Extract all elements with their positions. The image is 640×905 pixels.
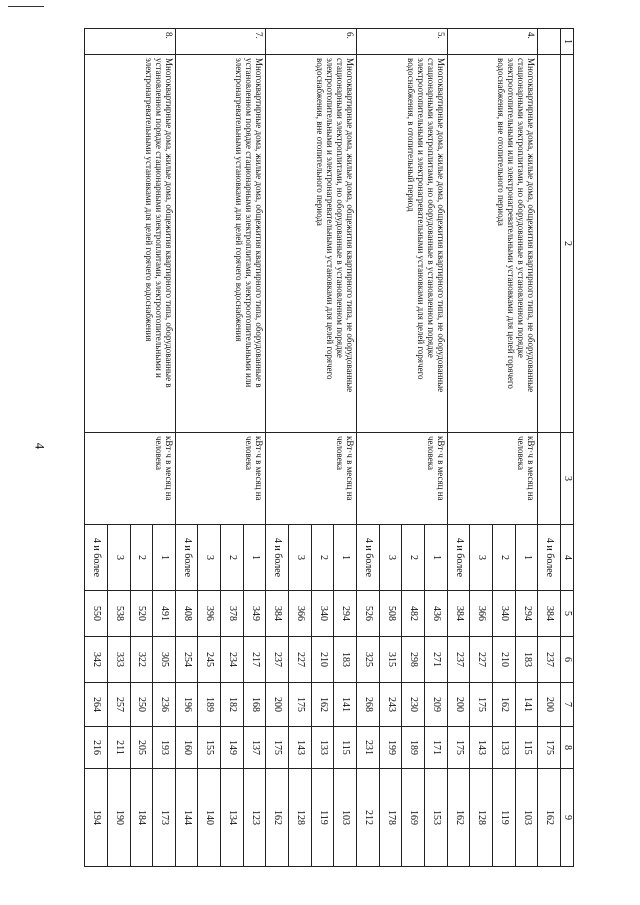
value-cell: 190 bbox=[107, 769, 130, 867]
value-cell: 236 bbox=[153, 683, 176, 727]
value-cell: 305 bbox=[153, 637, 176, 683]
index-cell bbox=[538, 29, 561, 55]
value-cell: 140 bbox=[198, 769, 221, 867]
persons-cell: 1 bbox=[334, 525, 357, 591]
header-cell: 2 bbox=[561, 55, 574, 433]
value-cell: 396 bbox=[198, 591, 221, 637]
table-row bbox=[334, 29, 357, 867]
rotated-table-frame bbox=[84, 28, 574, 866]
value-cell: 210 bbox=[311, 637, 334, 683]
table-row bbox=[515, 29, 538, 867]
header-row bbox=[561, 29, 574, 867]
persons-cell: 3 bbox=[289, 525, 312, 591]
value-cell: 237 bbox=[266, 637, 289, 683]
description-cell: Многоквартирные дома, жилые дома, общежития квартирного типа, не оборудованные стационарными электроплитами, но оборудованные в установленном порядке электроотопительными или электронагревательными установками для целей горячего водоснабжения, вне отопительного периода bbox=[447, 55, 538, 433]
value-cell: 237 bbox=[447, 637, 470, 683]
value-cell: 128 bbox=[289, 769, 312, 867]
value-cell: 175 bbox=[538, 727, 561, 769]
value-cell: 294 bbox=[334, 591, 357, 637]
value-cell: 162 bbox=[447, 769, 470, 867]
value-cell: 194 bbox=[85, 769, 108, 867]
value-cell: 115 bbox=[515, 727, 538, 769]
value-cell: 231 bbox=[357, 727, 380, 769]
persons-cell: 2 bbox=[221, 525, 244, 591]
persons-cell: 3 bbox=[198, 525, 221, 591]
unit-cell: кВт·ч в месяц на человека bbox=[447, 433, 538, 525]
value-cell: 189 bbox=[198, 683, 221, 727]
description-cell: Многоквартирные дома, жилые дома, общежития квартирного типа, оборудованные в установленном порядке стационарными электроплитами, электроотопительными и электронагревательными установками для целей горячего водоснабжения bbox=[85, 55, 176, 433]
value-cell: 103 bbox=[515, 769, 538, 867]
value-cell: 171 bbox=[425, 727, 448, 769]
value-cell: 200 bbox=[538, 683, 561, 727]
header-cell: 7 bbox=[561, 683, 574, 727]
header-cell: 8 bbox=[561, 727, 574, 769]
persons-cell: 4 и более bbox=[266, 525, 289, 591]
value-cell: 123 bbox=[243, 769, 266, 867]
unit-cell: кВт·ч в месяц на человека bbox=[175, 433, 266, 525]
value-cell: 133 bbox=[311, 727, 334, 769]
persons-cell: 4 и более bbox=[357, 525, 380, 591]
value-cell: 189 bbox=[402, 727, 425, 769]
value-cell: 366 bbox=[470, 591, 493, 637]
description-cell: Многоквартирные дома, жилые дома, общежития квартирного типа, не оборудованные стационарными электроплитами, но оборудованные в установленном порядке электроотопительными и электронагревательными установками для целей горячего водоснабжения, вне отопительного периода bbox=[266, 55, 357, 433]
value-cell: 294 bbox=[515, 591, 538, 637]
value-cell: 162 bbox=[493, 683, 516, 727]
value-cell: 264 bbox=[85, 683, 108, 727]
value-cell: 183 bbox=[334, 637, 357, 683]
value-cell: 384 bbox=[538, 591, 561, 637]
value-cell: 193 bbox=[153, 727, 176, 769]
value-cell: 243 bbox=[379, 683, 402, 727]
header-cell: 3 bbox=[561, 433, 574, 525]
value-cell: 175 bbox=[266, 727, 289, 769]
table-row bbox=[425, 29, 448, 867]
index-cell: 7. bbox=[175, 29, 266, 55]
value-cell: 119 bbox=[311, 769, 334, 867]
value-cell: 250 bbox=[130, 683, 153, 727]
value-cell: 268 bbox=[357, 683, 380, 727]
value-cell: 322 bbox=[130, 637, 153, 683]
header-cell: 5 bbox=[561, 591, 574, 637]
unit-cell: кВт·ч в месяц на человека bbox=[357, 433, 448, 525]
value-cell: 211 bbox=[107, 727, 130, 769]
value-cell: 325 bbox=[357, 637, 380, 683]
value-cell: 538 bbox=[107, 591, 130, 637]
value-cell: 200 bbox=[266, 683, 289, 727]
persons-cell: 4 и более bbox=[447, 525, 470, 591]
value-cell: 144 bbox=[175, 769, 198, 867]
value-cell: 119 bbox=[493, 769, 516, 867]
value-cell: 182 bbox=[221, 683, 244, 727]
value-cell: 175 bbox=[470, 683, 493, 727]
value-cell: 143 bbox=[470, 727, 493, 769]
value-cell: 237 bbox=[538, 637, 561, 683]
value-cell: 175 bbox=[447, 727, 470, 769]
persons-cell: 4 и более bbox=[175, 525, 198, 591]
value-cell: 408 bbox=[175, 591, 198, 637]
value-cell: 103 bbox=[334, 769, 357, 867]
value-cell: 257 bbox=[107, 683, 130, 727]
value-cell: 315 bbox=[379, 637, 402, 683]
value-cell: 378 bbox=[221, 591, 244, 637]
table-row bbox=[153, 29, 176, 867]
index-cell: 4. bbox=[447, 29, 538, 55]
value-cell: 128 bbox=[470, 769, 493, 867]
value-cell: 173 bbox=[153, 769, 176, 867]
value-cell: 137 bbox=[243, 727, 266, 769]
unit-cell: кВт·ч в месяц на человека bbox=[85, 433, 176, 525]
value-cell: 349 bbox=[243, 591, 266, 637]
value-cell: 217 bbox=[243, 637, 266, 683]
value-cell: 155 bbox=[198, 727, 221, 769]
unit-cell bbox=[538, 433, 561, 525]
value-cell: 333 bbox=[107, 637, 130, 683]
value-cell: 178 bbox=[379, 769, 402, 867]
value-cell: 526 bbox=[357, 591, 380, 637]
persons-cell: 2 bbox=[402, 525, 425, 591]
value-cell: 115 bbox=[334, 727, 357, 769]
persons-cell: 2 bbox=[311, 525, 334, 591]
page-number: 4 bbox=[32, 442, 48, 450]
table-row bbox=[243, 29, 266, 867]
value-cell: 508 bbox=[379, 591, 402, 637]
value-cell: 342 bbox=[85, 637, 108, 683]
index-cell: 5. bbox=[357, 29, 448, 55]
continuation-row bbox=[538, 29, 561, 867]
persons-cell: 3 bbox=[379, 525, 402, 591]
header-cell: 9 bbox=[561, 769, 574, 867]
value-cell: 436 bbox=[425, 591, 448, 637]
persons-cell: 1 bbox=[153, 525, 176, 591]
value-cell: 482 bbox=[402, 591, 425, 637]
value-cell: 384 bbox=[266, 591, 289, 637]
persons-cell: 1 bbox=[243, 525, 266, 591]
value-cell: 210 bbox=[493, 637, 516, 683]
value-cell: 184 bbox=[130, 769, 153, 867]
description-cell bbox=[538, 55, 561, 433]
value-cell: 133 bbox=[493, 727, 516, 769]
value-cell: 141 bbox=[515, 683, 538, 727]
value-cell: 340 bbox=[311, 591, 334, 637]
value-cell: 216 bbox=[85, 727, 108, 769]
persons-cell: 4 и более bbox=[85, 525, 108, 591]
value-cell: 162 bbox=[311, 683, 334, 727]
persons-cell: 2 bbox=[130, 525, 153, 591]
persons-cell: 2 bbox=[493, 525, 516, 591]
value-cell: 153 bbox=[425, 769, 448, 867]
value-cell: 271 bbox=[425, 637, 448, 683]
value-cell: 520 bbox=[130, 591, 153, 637]
value-cell: 196 bbox=[175, 683, 198, 727]
value-cell: 143 bbox=[289, 727, 312, 769]
persons-cell: 3 bbox=[470, 525, 493, 591]
description-cell: Многоквартирные дома, жилые дома, общежития квартирного типа, не оборудованные стационарными электроплитами, но оборудованные в установленном порядке электроотопительными и электронагревательными установками для целей горячего водоснабжения, в отопительный период bbox=[357, 55, 448, 433]
value-cell: 234 bbox=[221, 637, 244, 683]
value-cell: 169 bbox=[402, 769, 425, 867]
value-cell: 149 bbox=[221, 727, 244, 769]
value-cell: 227 bbox=[289, 637, 312, 683]
persons-cell: 1 bbox=[425, 525, 448, 591]
unit-cell: кВт·ч в месяц на человека bbox=[266, 433, 357, 525]
value-cell: 199 bbox=[379, 727, 402, 769]
value-cell: 230 bbox=[402, 683, 425, 727]
persons-cell: 3 bbox=[107, 525, 130, 591]
value-cell: 134 bbox=[221, 769, 244, 867]
value-cell: 162 bbox=[538, 769, 561, 867]
value-cell: 245 bbox=[198, 637, 221, 683]
persons-cell: 1 bbox=[515, 525, 538, 591]
value-cell: 298 bbox=[402, 637, 425, 683]
header-cell: 6 bbox=[561, 637, 574, 683]
value-cell: 175 bbox=[289, 683, 312, 727]
tariff-table bbox=[84, 28, 574, 867]
value-cell: 491 bbox=[153, 591, 176, 637]
value-cell: 168 bbox=[243, 683, 266, 727]
value-cell: 340 bbox=[493, 591, 516, 637]
value-cell: 384 bbox=[447, 591, 470, 637]
index-cell: 8. bbox=[85, 29, 176, 55]
top-rule bbox=[8, 6, 44, 7]
value-cell: 205 bbox=[130, 727, 153, 769]
description-cell: Многоквартирные дома, жилые дома, общежития квартирного типа, оборудованные в установленном порядке стационарными электроплитами, электроотопительными или электронагревательными установками для целей горячего водоснабжения bbox=[175, 55, 266, 433]
header-cell: 1 bbox=[561, 29, 574, 55]
value-cell: 160 bbox=[175, 727, 198, 769]
value-cell: 141 bbox=[334, 683, 357, 727]
value-cell: 550 bbox=[85, 591, 108, 637]
value-cell: 209 bbox=[425, 683, 448, 727]
landscape-page bbox=[84, 28, 574, 866]
value-cell: 200 bbox=[447, 683, 470, 727]
header-cell: 4 bbox=[561, 525, 574, 591]
value-cell: 366 bbox=[289, 591, 312, 637]
value-cell: 254 bbox=[175, 637, 198, 683]
value-cell: 162 bbox=[266, 769, 289, 867]
value-cell: 227 bbox=[470, 637, 493, 683]
value-cell: 183 bbox=[515, 637, 538, 683]
value-cell: 212 bbox=[357, 769, 380, 867]
persons-cell: 4 и более bbox=[538, 525, 561, 591]
index-cell: 6. bbox=[266, 29, 357, 55]
